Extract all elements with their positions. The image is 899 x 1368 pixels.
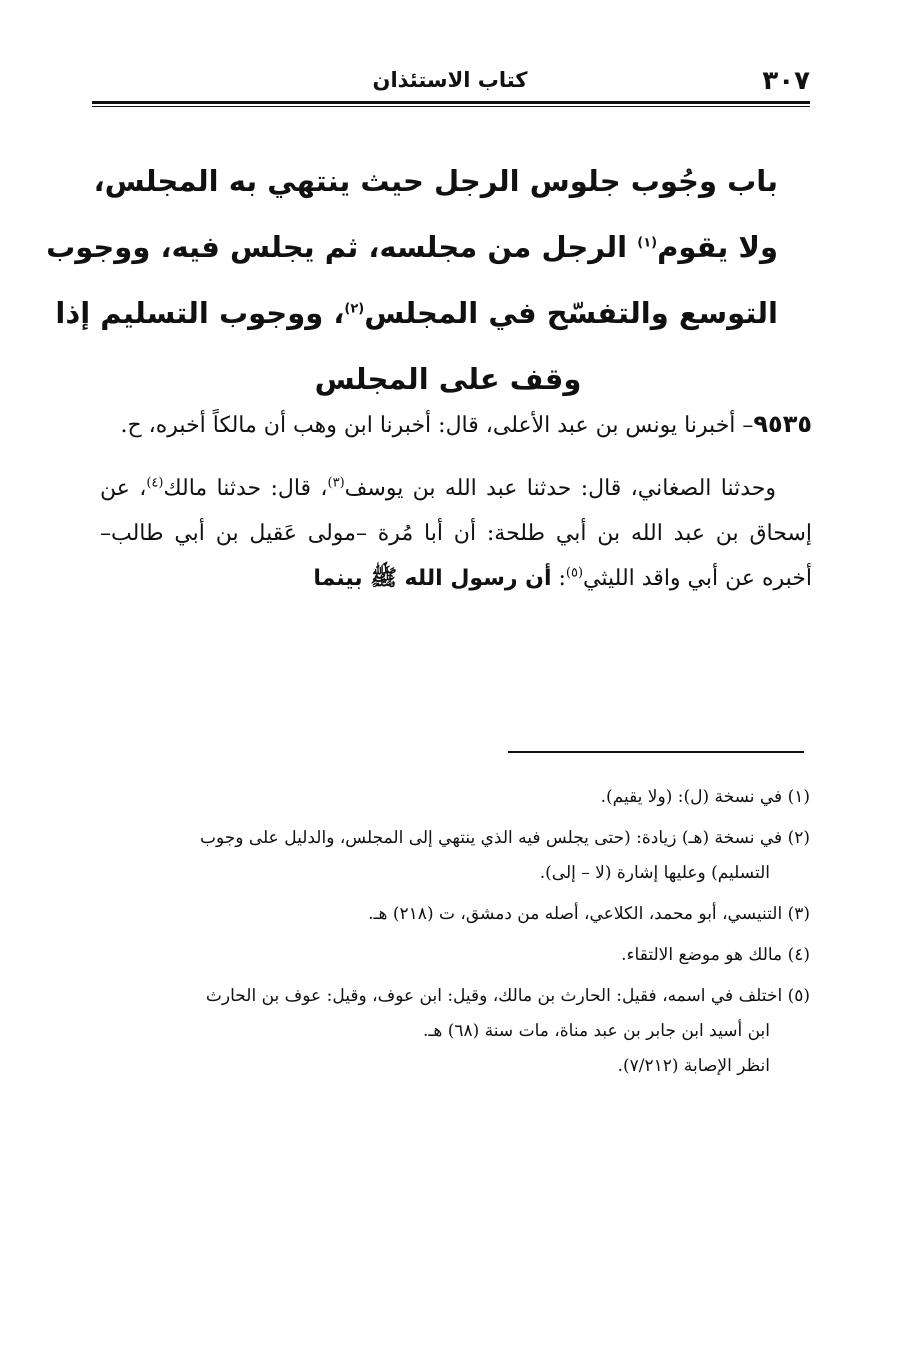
matn-bold-phrase: أن رسول الله ﷺ بينما xyxy=(313,566,552,591)
page-number: ٣٠٧ xyxy=(762,66,810,96)
heading-line-4: وقف على المجلس xyxy=(314,362,582,396)
isnad-part-d: : xyxy=(551,566,566,591)
footnote-2 xyxy=(96,821,810,891)
heading-line-2 xyxy=(46,214,778,280)
isnad-paragraph xyxy=(100,466,812,601)
footnote-continuation: التسليم) وعليها إشارة (لا – إلى). xyxy=(539,863,770,883)
footnotes xyxy=(96,780,810,1090)
hadith-text: – أخبرنا يونس بن عبد الأعلى، قال: أخبرنا ابن وهب أن مالكاً أخبره، ح. xyxy=(120,413,754,438)
heading-line-3-start: التوسع والتفسّح في المجلس xyxy=(364,296,778,330)
footnote-1 xyxy=(96,780,810,815)
body-text xyxy=(100,402,812,619)
hadith-paragraph xyxy=(100,402,812,448)
footnote-4 xyxy=(96,938,810,973)
isnad-part-b: ، قال: حدثنا مالك xyxy=(163,476,328,501)
footnote-text: (٥) اختلف في اسمه، فقيل: الحارث بن مالك، وقيل: ابن عوف، وقيل: عوف بن الحارث xyxy=(205,986,810,1006)
heading-line-2-start: ولا يقوم xyxy=(657,230,778,264)
heading-line-3-end: ، ووجوب التسليم إذا xyxy=(55,296,345,330)
running-header xyxy=(90,62,810,100)
header-rule-thin xyxy=(92,106,810,107)
hadith-number: ٩٥٣٥ xyxy=(753,410,812,438)
footnote-ref-5: (٥) xyxy=(565,565,584,581)
running-title: كتاب الاستئذان xyxy=(372,68,528,92)
footnote-ref-3: (٣) xyxy=(327,475,345,491)
footnote-reference: انظر الإصابة (٧/٢١٢). xyxy=(617,1056,770,1076)
footnote-5 xyxy=(96,979,810,1084)
footnote-continuation: ابن أسيد ابن جابر بن عبد مناة، مات سنة (٦٨) هـ. xyxy=(423,1021,770,1041)
header-rule-thick xyxy=(92,101,810,104)
footnote-text: (٤) مالك هو موضع الالتقاء. xyxy=(621,945,810,965)
isnad-part-c: ، عن إسحاق بن عبد الله بن أبي طلحة: أن أبا مُرة –مولى عَقيل بن أبي طالب– أخبره عن أبي واقد الليثي xyxy=(100,476,812,591)
footnote-3 xyxy=(96,897,810,932)
footnote-text: (١) في نسخة (ل): (ولا يقيم). xyxy=(600,787,810,807)
heading-line-2-end: الرجل من مجلسه، ثم يجلس فيه، ووجوب xyxy=(46,230,638,264)
heading-line-3 xyxy=(55,280,778,346)
isnad-part-a: وحدثنا الصغاني، قال: حدثنا عبد الله بن يوسف xyxy=(344,476,776,501)
footnote-text: (٣) التنيسي، أبو محمد، الكلاعي، أصله من دمشق، ت (٢١٨) هـ. xyxy=(368,904,810,924)
footnote-text: (٢) في نسخة (هـ) زيادة: (حتى يجلس فيه الذي ينتهي إلى المجلس، والدليل على وجوب xyxy=(199,828,810,848)
footnote-ref-4: (٤) xyxy=(146,475,164,491)
footnote-separator xyxy=(508,751,804,753)
chapter-heading xyxy=(46,148,778,412)
heading-line-1: باب وجُوب جلوس الرجل حيث ينتهي به المجلس، xyxy=(93,164,778,198)
footnote-ref-1: (١) xyxy=(637,235,658,251)
footnote-ref-2: (٢) xyxy=(344,301,365,317)
